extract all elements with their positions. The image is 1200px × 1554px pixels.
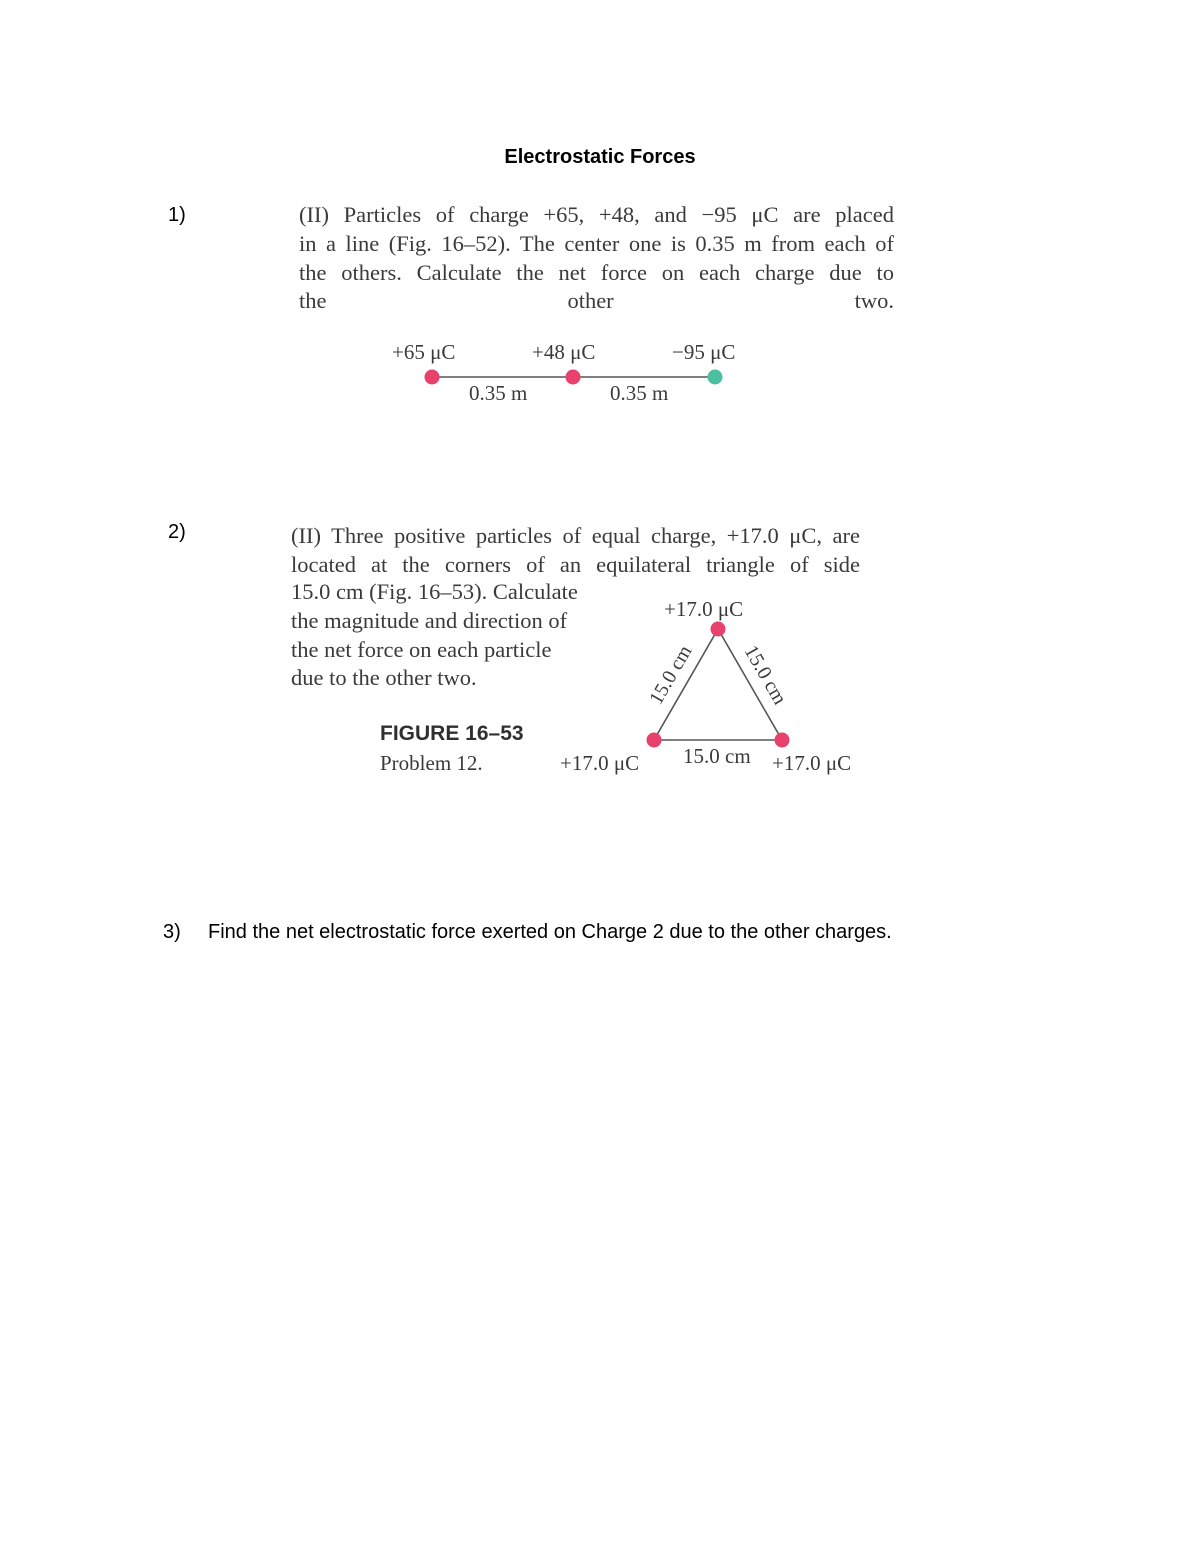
- distance-1-label: 0.35 m: [469, 381, 528, 405]
- problem-1-line: the other two.: [299, 288, 894, 314]
- side-left-label: 15.0 cm: [645, 641, 697, 709]
- problem-2-line: due to the other two.: [291, 665, 477, 691]
- problem-2-line: (II) Three positive particles of equal charge, +17.0 μC, are: [291, 523, 860, 548]
- charge-2-label: +48 μC: [532, 340, 596, 364]
- problem-1-number: 1): [168, 204, 186, 226]
- problem-3-text: Find the net electrostatic force exerted on Charge 2 due to the other charges.: [208, 921, 892, 943]
- figure-caption: FIGURE 16–53: [380, 722, 524, 745]
- charge-left-label: +17.0 μC: [560, 751, 640, 775]
- side-right-label: 15.0 cm: [739, 641, 791, 709]
- problem-1-line: the others. Calculate the net force on each charge due to: [299, 259, 894, 285]
- charge-top-label: +17.0 μC: [664, 597, 744, 621]
- problem-2-line: the magnitude and direction of: [291, 607, 568, 633]
- page-title: Electrostatic Forces: [504, 146, 696, 168]
- problem-3-number: 3): [163, 921, 181, 943]
- distance-2-label: 0.35 m: [610, 381, 669, 405]
- figure-subcaption: Problem 12.: [380, 751, 483, 775]
- problem-1-line: in a line (Fig. 16–52). The center one is 0.35 m from each of: [299, 230, 894, 256]
- side-bottom-label: 15.0 cm: [683, 744, 751, 768]
- triangle-left-charge-dot: [647, 733, 662, 748]
- problem-2-line: located at the corners of an equilateral triangle of side: [291, 551, 860, 577]
- charge-1-label: +65 μC: [392, 340, 456, 364]
- problem-1-line: (II) Particles of charge +65, +48, and −95 μC are placed: [299, 202, 894, 227]
- triangle-right-charge-dot: [775, 733, 790, 748]
- problem-2-number: 2): [168, 521, 186, 543]
- charge-3-label: −95 μC: [672, 340, 736, 364]
- problem-2-line: the net force on each particle: [291, 636, 552, 662]
- charge-right-label: +17.0 μC: [772, 751, 852, 775]
- triangle-top-charge-dot: [711, 622, 726, 637]
- problem-2-line: 15.0 cm (Fig. 16–53). Calculate: [291, 579, 578, 604]
